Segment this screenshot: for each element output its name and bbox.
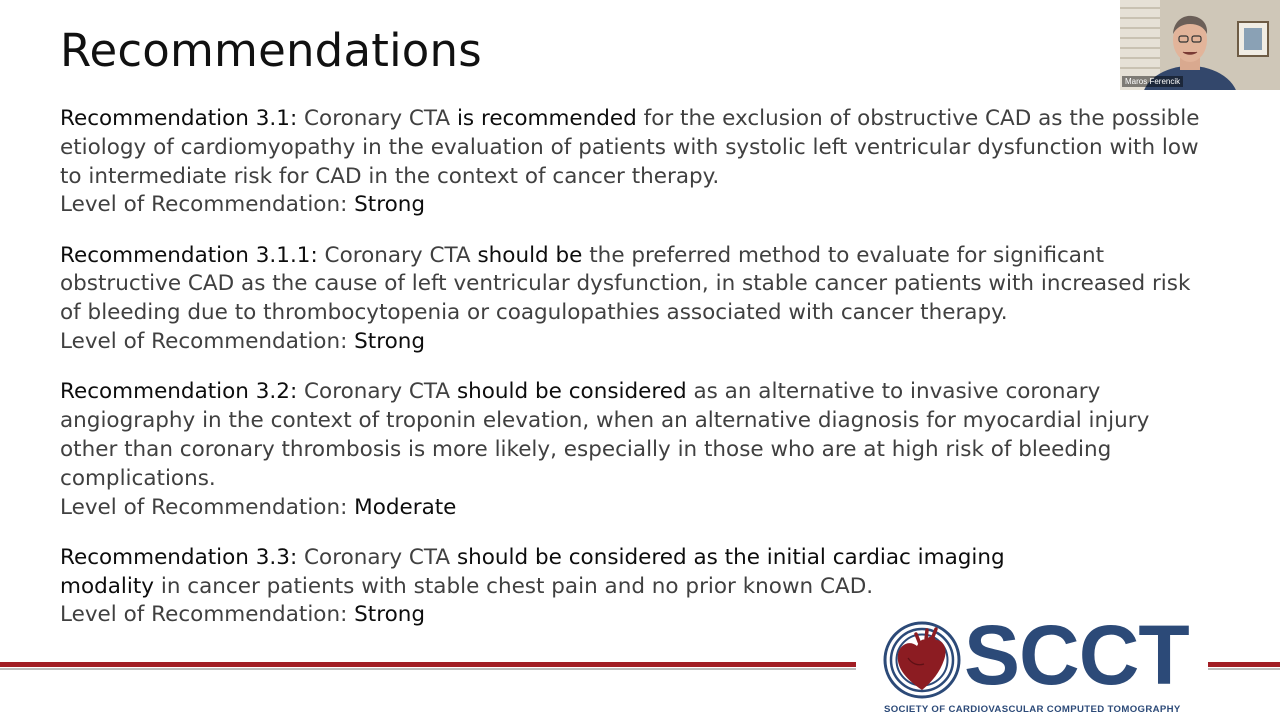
recommendations-list xyxy=(60,105,1210,642)
recommendation-id: Recommendation 3.1.1: xyxy=(60,242,318,268)
level-of-recommendation xyxy=(60,601,1010,630)
recommendation-emphasis: is recommended xyxy=(456,106,637,131)
footer-divider-left-shadow xyxy=(0,668,856,670)
recommendation-id: Recommendation 3.3: xyxy=(60,544,298,570)
level-of-recommendation xyxy=(60,328,1210,357)
recommendation-text: Coronary CTA xyxy=(297,106,457,131)
level-value: Strong xyxy=(354,602,426,628)
level-of-recommendation xyxy=(60,494,1210,523)
recommendation-emphasis: should be considered xyxy=(456,379,687,405)
recommendation-text: the preferred method to evaluate for significant obstructive CAD as the cause of left ventricular dysfunction, in stable cancer patients with increased risk of bleeding due to thrombocytopenia or coagulopathies associated with cancer therapy. xyxy=(60,242,1191,326)
slide-title: Recommendations xyxy=(60,24,482,77)
recommendation-id: Recommendation 3.2: xyxy=(60,379,298,405)
logo-tagline: SOCIETY OF CARDIOVASCULAR COMPUTED TOMOGRAPHY xyxy=(884,704,1181,715)
recommendation-text: in cancer patients with stable chest pain and no prior known CAD. xyxy=(154,573,874,599)
scct-logo xyxy=(880,608,1210,718)
footer-divider-right-shadow xyxy=(1208,668,1280,670)
recommendation-text: as an alternative to invasive coronary angiography in the context of troponin elevation, when an alternative diagnosis for myocardial injury other than coronary thrombosis is more likely, especially in those who are at high risk of bleeding complications. xyxy=(60,379,1150,491)
level-value: Strong xyxy=(354,192,426,218)
level-label: Level of Recommendation: xyxy=(60,602,355,628)
recommendation-3-1 xyxy=(60,105,1210,220)
recommendation-id: Recommendation 3.1: xyxy=(60,106,298,131)
logo-wordmark: SCCT xyxy=(964,608,1189,702)
level-label: Level of Recommendation: xyxy=(60,494,355,520)
recommendation-text: Coronary CTA xyxy=(297,379,457,405)
webcam-thumbnail[interactable] xyxy=(1120,0,1280,90)
footer-divider-right xyxy=(1208,662,1280,667)
recommendation-emphasis: should be xyxy=(477,242,583,268)
recommendation-emphasis: should be considered as the initial cardiac imaging modality xyxy=(60,544,1005,599)
participant-name: Maros Ferencik xyxy=(1122,76,1183,87)
level-value: Strong xyxy=(354,329,426,355)
level-of-recommendation xyxy=(60,191,1210,220)
footer-divider-left xyxy=(0,662,856,667)
level-value: Moderate xyxy=(354,494,457,520)
recommendation-text: Coronary CTA xyxy=(297,544,457,570)
recommendation-3-2 xyxy=(60,378,1210,522)
recommendation-text: Coronary CTA xyxy=(317,242,478,268)
heart-emblem-icon xyxy=(882,620,962,700)
level-label: Level of Recommendation: xyxy=(60,192,355,218)
level-label: Level of Recommendation: xyxy=(60,329,355,355)
recommendation-text: for the exclusion of obstructive CAD as the possible etiology of cardiomyopathy in the evaluation of patients with systolic left ventricular dysfunction with low to intermediate risk for CAD in the context of cancer therapy. xyxy=(60,106,1200,189)
recommendation-3-1-1 xyxy=(60,242,1210,357)
